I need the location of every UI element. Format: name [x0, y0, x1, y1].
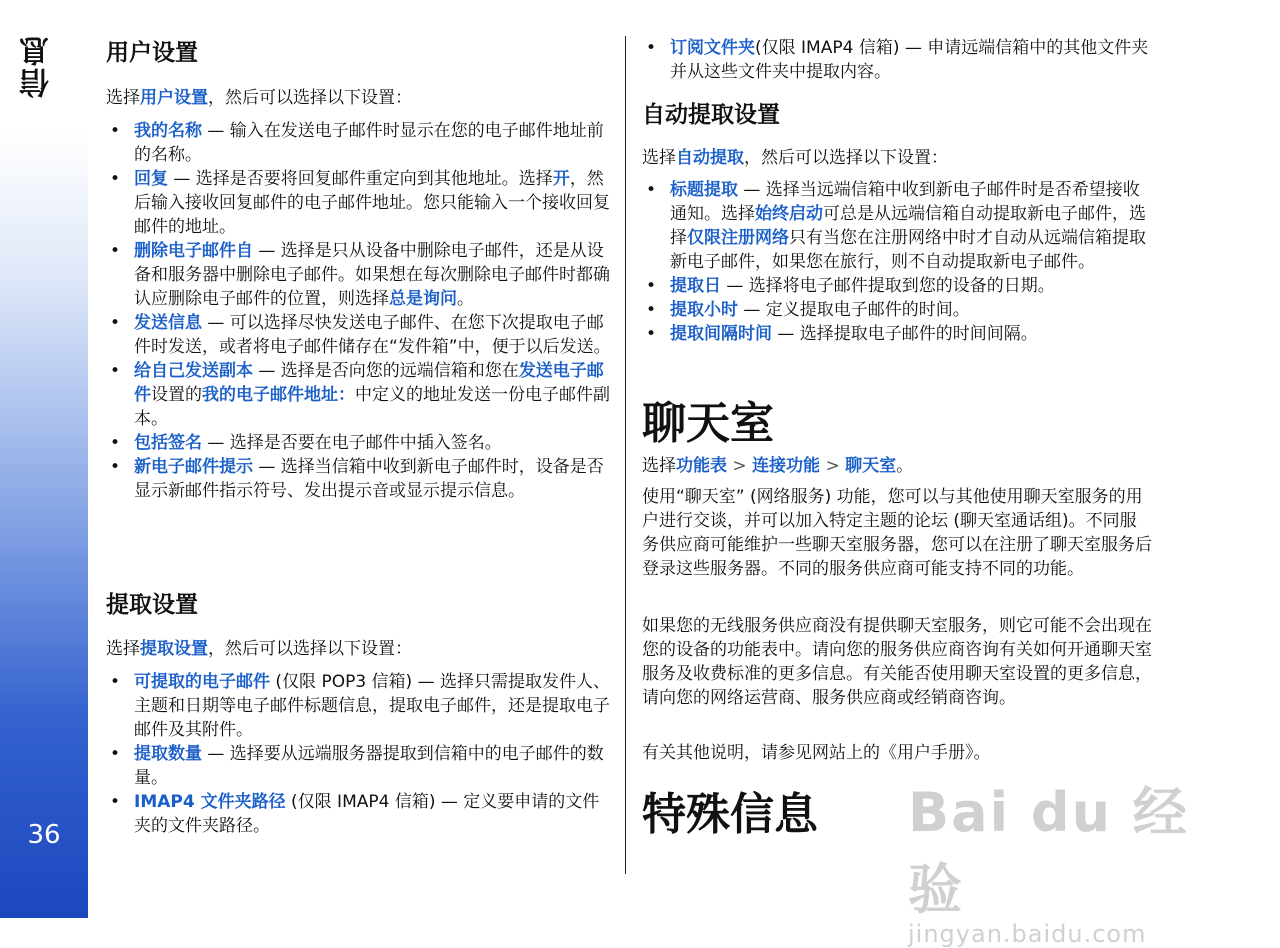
- list-item: [106, 119, 612, 167]
- list-item: [106, 670, 612, 742]
- item-keyword: 提取间隔时间: [670, 324, 772, 344]
- item-keyword: 发送信息: [134, 313, 202, 333]
- item-keyword: 提取数量: [134, 744, 202, 764]
- list-item: [642, 274, 1152, 298]
- list-item: [106, 790, 612, 838]
- intro-post: ，然后可以选择以下设置：: [744, 148, 948, 168]
- intro-post: ，然后可以选择以下设置：: [208, 639, 412, 659]
- item-text: — 选择是否要将回复邮件重定向到其他地址。选择: [168, 169, 553, 189]
- item-keyword: 始终启动: [755, 204, 823, 224]
- chat-paragraph-3: 有关其他说明，请参见网站上的《用户手册》。: [642, 743, 991, 763]
- auto-retrieval-heading: 自动提取设置: [642, 102, 780, 128]
- list-item: [106, 455, 612, 503]
- watermark-logo: Bai du 经验: [908, 781, 1189, 921]
- item-text: — 选择是只从设备中删除电子邮件，还是从设备和服务器中删除电子邮件。如果想在每次删除电子邮件时都确认应删除电子邮件的位置，则选择: [134, 241, 610, 309]
- item-text: (仅限 IMAP4 信箱) — 申请远端信箱中的其他文件夹并从这些文件夹中提取内容。: [670, 38, 1149, 82]
- intro-pre: 选择: [642, 148, 676, 168]
- retrieval-settings-heading: 提取设置: [106, 592, 198, 618]
- item-text: 只有当您在注册网络中时才自动从远端信箱提取新电子邮件，如果您在旅行，则不自动提取新电子邮件。: [670, 228, 1146, 272]
- item-text: — 定义提取电子邮件的时间。: [738, 300, 970, 320]
- item-keyword: 开: [552, 169, 570, 189]
- retrieval-settings-list: [106, 670, 612, 838]
- list-item: [106, 167, 612, 239]
- user-settings-link: 用户设置: [140, 88, 208, 108]
- item-text: — 选择是否要在电子邮件中插入签名。: [202, 433, 502, 453]
- item-text: — 选择要从远端服务器提取到信箱中的电子邮件的数量。: [134, 744, 604, 788]
- intro-pre: 选择: [106, 88, 140, 108]
- special-info-heading: 特殊信息: [642, 789, 818, 840]
- watermark-url: jingyan.baidu.com: [908, 920, 1147, 948]
- item-text: 可总是从远端信箱自动提取新电子邮件，选择: [670, 204, 1146, 248]
- item-keyword: 可提取的电子邮件: [134, 672, 270, 692]
- item-keyword: 包括签名: [134, 433, 202, 453]
- list-item: [106, 742, 612, 790]
- item-text: — 输入在发送电子邮件时显示在您的电子邮件地址前的名称。: [134, 121, 604, 165]
- item-keyword: 订阅文件夹: [670, 38, 755, 58]
- path-post: 。: [896, 456, 914, 476]
- chat-heading: 聊天室: [642, 398, 774, 449]
- item-keyword: 我的电子邮件地址：: [202, 385, 355, 405]
- user-settings-heading: 用户设置: [106, 40, 198, 66]
- item-keyword: 回复: [134, 169, 168, 189]
- auto-retrieval-link: 自动提取: [676, 148, 744, 168]
- item-keyword: 新电子邮件提示: [134, 457, 253, 477]
- item-keyword: 标题提取: [670, 180, 738, 200]
- user-settings-intro: [106, 86, 612, 110]
- item-text: (仅限 IMAP4 信箱) — 定义要申请的文件夹的文件夹路径。: [134, 792, 600, 836]
- sidebar: [0, 0, 88, 918]
- item-keyword: IMAP4 文件夹路径: [134, 792, 286, 812]
- item-keyword: 我的名称: [134, 121, 202, 141]
- item-keyword: 仅限注册网络: [687, 228, 789, 248]
- chat-menu-path: [642, 454, 1152, 478]
- list-item: [106, 359, 612, 431]
- item-text: 设置的: [151, 385, 202, 405]
- auto-retrieval-intro: [642, 146, 1152, 170]
- item-keyword: 提取小时: [670, 300, 738, 320]
- item-keyword: 发送电子邮件: [134, 361, 604, 405]
- watermark: [908, 770, 1208, 948]
- chapter-title: 信息: [20, 34, 55, 98]
- item-keyword: 总是询问: [389, 289, 457, 309]
- list-item: [642, 178, 1152, 274]
- retrieval-settings-intro: [106, 637, 612, 661]
- list-item: [106, 431, 612, 455]
- chat-paragraph-2: 如果您的无线服务供应商没有提供聊天室服务，则它可能不会出现在您的设备的功能表中。请向您的服务供应商咨询有关如何开通聊天室服务及收费标准的更多信息。有关能否使用聊天室设置的更多信息，请向您的网络运营商、服务供应商或经销商咨询。: [642, 616, 1152, 708]
- user-settings-list: [106, 119, 612, 503]
- retrieval-settings-link: 提取设置: [140, 639, 208, 659]
- chat-paragraph-1: 使用“聊天室” (网络服务) 功能，您可以与其他使用聊天室服务的用户进行交谈，并可以加入特定主题的论坛 (聊天室通话组)。不同服务供应商可能维护一些聊天室服务器，您可以在注册了聊天室服务后登录这些服务器。不同的服务供应商可能支持不同的功能。: [642, 487, 1152, 579]
- item-text: ，然后输入接收回复邮件的电子邮件地址。您只能输入一个接收回复邮件的地址。: [134, 169, 610, 237]
- item-keyword: 提取日: [670, 276, 721, 296]
- path-connectivity: 连接功能: [752, 456, 821, 476]
- item-keyword: 给自己发送副本: [134, 361, 253, 381]
- item-text: — 选择当信箱中收到新电子邮件时，设备是否显示新邮件指示符号、发出提示音或显示提示信息。: [134, 457, 604, 501]
- item-keyword: 删除电子邮件自: [134, 241, 253, 261]
- intro-pre: 选择: [106, 639, 140, 659]
- path-separator: >: [727, 456, 753, 476]
- item-text: — 选择是否向您的远端信箱和您在: [253, 361, 519, 381]
- item-text: — 可以选择尽快发送电子邮件、在您下次提取电子邮件时发送，或者将电子邮件储存在“发件箱”中，便于以后发送。: [134, 313, 611, 357]
- subscribe-list: [642, 36, 1152, 84]
- item-text: 中定义的地址发送一份电子邮件副本。: [134, 385, 610, 429]
- list-item: [642, 322, 1152, 346]
- list-item: [106, 239, 612, 311]
- intro-post: ，然后可以选择以下设置：: [208, 88, 412, 108]
- item-text: — 选择将电子邮件提取到您的设备的日期。: [721, 276, 1055, 296]
- item-text: — 选择当远端信箱中收到新电子邮件时是否希望接收通知。选择: [670, 180, 1140, 224]
- path-chat: 聊天室: [845, 456, 897, 476]
- auto-retrieval-list: [642, 178, 1152, 346]
- item-text: (仅限 POP3 信箱) — 选择只需提取发件人、主题和日期等电子邮件标题信息，提取电子邮件，还是提取电子邮件及其附件。: [134, 672, 610, 740]
- list-item: [642, 298, 1152, 322]
- column-divider: [625, 36, 626, 874]
- item-text: — 选择提取电子邮件的时间间隔。: [772, 324, 1038, 344]
- list-item: [106, 311, 612, 359]
- path-pre: 选择: [642, 456, 676, 476]
- page-number: 36: [27, 820, 61, 850]
- list-item: [642, 36, 1152, 84]
- path-menu: 功能表: [676, 456, 727, 476]
- item-text: 。: [457, 289, 474, 309]
- path-separator: >: [820, 456, 846, 476]
